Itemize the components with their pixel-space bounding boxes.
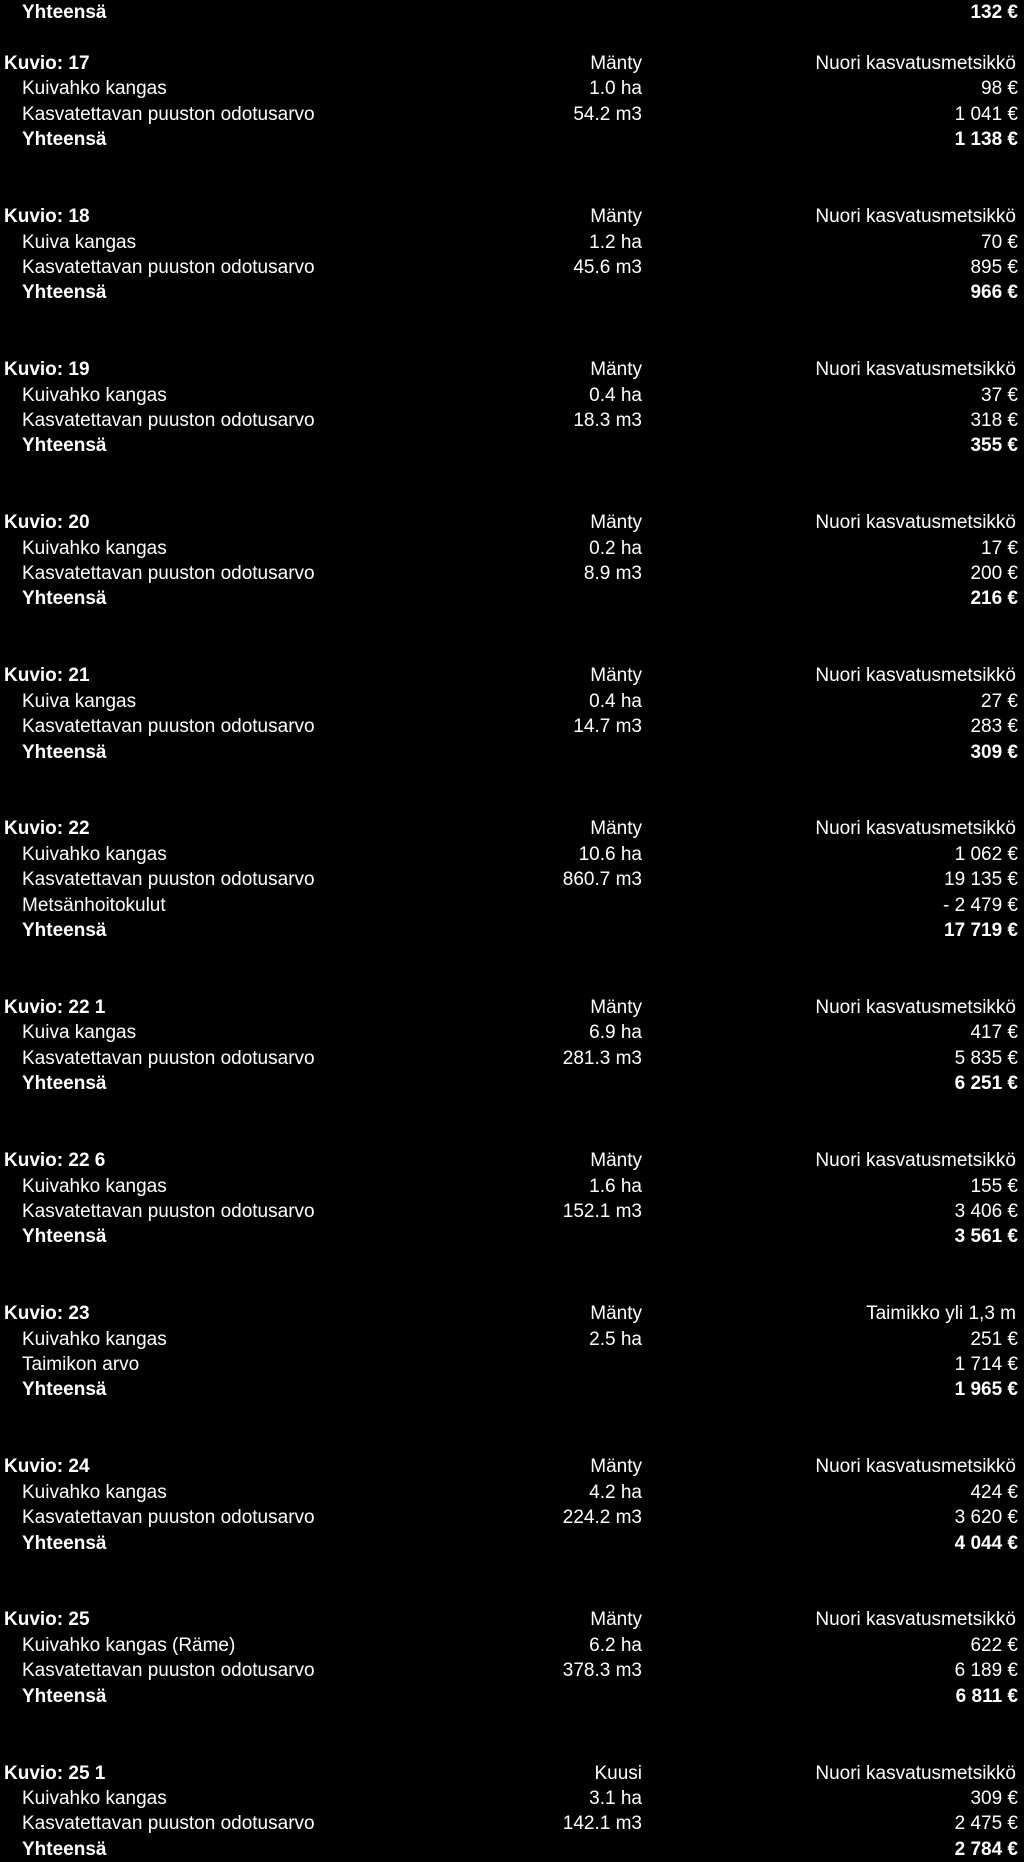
kuvio-title: Kuvio: 21 (4, 665, 90, 686)
item-label: Kasvatettavan puuston odotusarvo (22, 1813, 315, 1834)
kuvio-header-row (0, 510, 1024, 535)
total-label: Yhteensä (22, 1073, 107, 1094)
item-quantity: 142.1 m3 (562, 1813, 642, 1834)
item-value: 318 € (970, 410, 1018, 431)
item-quantity: 0.4 ha (589, 385, 642, 406)
kuvio-header-row (0, 995, 1024, 1020)
kuvio-item-row (0, 1633, 1024, 1658)
kuvio-species: Mänty (590, 206, 642, 227)
kuvio-total-row (0, 1837, 1024, 1862)
kuvio-total-row (0, 918, 1024, 943)
item-label: Kuivahko kangas (22, 844, 167, 865)
item-label: Kuiva kangas (22, 232, 137, 253)
item-value: 2 475 € (954, 1813, 1018, 1834)
kuvio-class: Nuori kasvatusmetsikkö (815, 997, 1016, 1018)
item-value: 200 € (970, 563, 1018, 584)
kuvio-total-row (0, 586, 1024, 611)
kuvio-header-row (0, 1148, 1024, 1173)
item-label: Kasvatettavan puuston odotusarvo (22, 410, 315, 431)
kuvio-item-row (0, 1199, 1024, 1224)
item-value: 1 714 € (954, 1354, 1018, 1375)
item-quantity: 45.6 m3 (573, 257, 642, 278)
total-value: 17 719 € (944, 920, 1018, 941)
total-value: 3 561 € (954, 1226, 1018, 1247)
item-value: 1 041 € (954, 104, 1018, 125)
top-total-label: Yhteensä (22, 2, 107, 23)
item-value: 251 € (970, 1329, 1018, 1350)
item-quantity: 1.6 ha (589, 1176, 642, 1197)
kuvio-species: Mänty (590, 1150, 642, 1171)
item-quantity: 1.2 ha (589, 232, 642, 253)
total-value: 4 044 € (954, 1533, 1018, 1554)
kuvio-total-row (0, 1377, 1024, 1402)
item-quantity: 10.6 ha (578, 844, 642, 865)
kuvio-title: Kuvio: 22 6 (4, 1150, 106, 1171)
kuvio-species: Mänty (590, 1609, 642, 1630)
kuvio-total-row (0, 127, 1024, 152)
kuvio-header-row (0, 663, 1024, 688)
kuvio-title: Kuvio: 17 (4, 53, 90, 74)
kuvio-class: Nuori kasvatusmetsikkö (815, 1456, 1016, 1477)
total-label: Yhteensä (22, 920, 107, 941)
kuvio-title: Kuvio: 22 (4, 818, 90, 839)
kuvio-total-row (0, 433, 1024, 458)
kuvio-total-row (0, 1071, 1024, 1096)
kuvio-header-row (0, 1454, 1024, 1479)
kuvio-class: Nuori kasvatusmetsikkö (815, 359, 1016, 380)
total-value: 1 138 € (954, 129, 1018, 150)
kuvio-title: Kuvio: 23 (4, 1303, 90, 1324)
item-value: - 2 479 € (943, 895, 1018, 916)
kuvio-item-row (0, 1811, 1024, 1836)
kuvio-item-row (0, 536, 1024, 561)
item-label: Kasvatettavan puuston odotusarvo (22, 1048, 315, 1069)
item-label: Kuivahko kangas (22, 1329, 167, 1350)
item-quantity: 6.9 ha (589, 1022, 642, 1043)
total-value: 216 € (970, 588, 1018, 609)
kuvio-species: Mänty (590, 997, 642, 1018)
kuvio-class: Nuori kasvatusmetsikkö (815, 1763, 1016, 1784)
kuvio-title: Kuvio: 25 1 (4, 1763, 106, 1784)
item-label: Kasvatettavan puuston odotusarvo (22, 257, 315, 278)
item-label: Metsänhoitokulut (22, 895, 166, 916)
kuvio-title: Kuvio: 25 (4, 1609, 90, 1630)
total-label: Yhteensä (22, 742, 107, 763)
kuvio-total-row (0, 1531, 1024, 1556)
kuvio-title: Kuvio: 18 (4, 206, 90, 227)
kuvio-species: Mänty (590, 818, 642, 839)
kuvio-item-row (0, 102, 1024, 127)
top-total-row (0, 0, 1024, 25)
item-value: 417 € (970, 1022, 1018, 1043)
total-label: Yhteensä (22, 282, 107, 303)
kuvio-total-row (0, 740, 1024, 765)
kuvio-header-row (0, 1301, 1024, 1326)
kuvio-header-row (0, 51, 1024, 76)
kuvio-item-row (0, 1658, 1024, 1683)
total-label: Yhteensä (22, 1686, 107, 1707)
kuvio-item-row (0, 1505, 1024, 1530)
total-label: Yhteensä (22, 1839, 107, 1860)
total-value: 6 251 € (954, 1073, 1018, 1094)
kuvio-title: Kuvio: 20 (4, 512, 90, 533)
item-label: Kuiva kangas (22, 1022, 137, 1043)
item-label: Kasvatettavan puuston odotusarvo (22, 1201, 315, 1222)
item-value: 1 062 € (954, 844, 1018, 865)
item-label: Kuivahko kangas (22, 78, 167, 99)
item-quantity: 4.2 ha (589, 1482, 642, 1503)
kuvio-title: Kuvio: 19 (4, 359, 90, 380)
kuvio-item-row (0, 230, 1024, 255)
kuvio-item-row (0, 867, 1024, 892)
item-label: Kasvatettavan puuston odotusarvo (22, 716, 315, 737)
kuvio-item-row (0, 714, 1024, 739)
kuvio-class: Taimikko yli 1,3 m (866, 1303, 1016, 1324)
item-quantity: 281.3 m3 (562, 1048, 642, 1069)
item-label: Kuivahko kangas (22, 1482, 167, 1503)
item-value: 19 135 € (944, 869, 1018, 890)
kuvio-title: Kuvio: 24 (4, 1456, 90, 1477)
item-label: Kuivahko kangas (22, 538, 167, 559)
kuvio-item-row (0, 561, 1024, 586)
kuvio-header-row (0, 1761, 1024, 1786)
item-quantity: 1.0 ha (589, 78, 642, 99)
kuvio-item-row (0, 842, 1024, 867)
item-value: 283 € (970, 716, 1018, 737)
kuvio-class: Nuori kasvatusmetsikkö (815, 1609, 1016, 1630)
item-value: 895 € (970, 257, 1018, 278)
kuvio-item-row (0, 689, 1024, 714)
total-label: Yhteensä (22, 435, 107, 456)
item-value: 155 € (970, 1176, 1018, 1197)
item-quantity: 378.3 m3 (562, 1660, 642, 1681)
item-value: 98 € (981, 78, 1018, 99)
item-label: Kasvatettavan puuston odotusarvo (22, 1660, 315, 1681)
kuvio-species: Mänty (590, 359, 642, 380)
item-value: 6 189 € (954, 1660, 1018, 1681)
kuvio-class: Nuori kasvatusmetsikkö (815, 1150, 1016, 1171)
item-quantity: 18.3 m3 (573, 410, 642, 431)
item-quantity: 8.9 m3 (583, 563, 642, 584)
kuvio-item-row (0, 76, 1024, 101)
kuvio-class: Nuori kasvatusmetsikkö (815, 512, 1016, 533)
item-quantity: 14.7 m3 (573, 716, 642, 737)
total-label: Yhteensä (22, 129, 107, 150)
item-quantity: 3.1 ha (589, 1788, 642, 1809)
kuvio-title: Kuvio: 22 1 (4, 997, 106, 1018)
item-quantity: 54.2 m3 (573, 104, 642, 125)
kuvio-class: Nuori kasvatusmetsikkö (815, 665, 1016, 686)
total-value: 6 811 € (955, 1686, 1018, 1707)
kuvio-total-row (0, 280, 1024, 305)
item-quantity: 6.2 ha (589, 1635, 642, 1656)
kuvio-item-row (0, 1786, 1024, 1811)
kuvio-item-row (0, 1046, 1024, 1071)
kuvio-class: Nuori kasvatusmetsikkö (815, 206, 1016, 227)
item-label: Kuivahko kangas (Räme) (22, 1635, 236, 1656)
kuvio-species: Mänty (590, 1456, 642, 1477)
total-label: Yhteensä (22, 1379, 107, 1400)
item-label: Kuiva kangas (22, 691, 137, 712)
total-label: Yhteensä (22, 1226, 107, 1247)
kuvio-item-row (0, 408, 1024, 433)
item-label: Kuivahko kangas (22, 1176, 167, 1197)
kuvio-item-row (0, 255, 1024, 280)
kuvio-total-row (0, 1684, 1024, 1709)
kuvio-item-row (0, 1327, 1024, 1352)
kuvio-item-row (0, 383, 1024, 408)
kuvio-species: Mänty (590, 665, 642, 686)
kuvio-item-row (0, 1020, 1024, 1045)
item-value: 424 € (970, 1482, 1018, 1503)
kuvio-item-row (0, 893, 1024, 918)
item-label: Kuivahko kangas (22, 385, 167, 406)
item-label: Kasvatettavan puuston odotusarvo (22, 1507, 315, 1528)
item-quantity: 224.2 m3 (562, 1507, 642, 1528)
kuvio-total-row (0, 1224, 1024, 1249)
kuvio-class: Nuori kasvatusmetsikkö (815, 818, 1016, 839)
kuvio-header-row (0, 816, 1024, 841)
item-label: Taimikon arvo (22, 1354, 140, 1375)
kuvio-item-row (0, 1480, 1024, 1505)
item-quantity: 152.1 m3 (562, 1201, 642, 1222)
total-label: Yhteensä (22, 588, 107, 609)
total-value: 966 € (970, 282, 1018, 303)
top-total-value: 132 € (970, 2, 1018, 23)
kuvio-species: Mänty (590, 512, 642, 533)
total-value: 2 784 € (954, 1839, 1018, 1860)
item-quantity: 860.7 m3 (562, 869, 642, 890)
kuvio-header-row (0, 1607, 1024, 1632)
item-value: 17 € (981, 538, 1018, 559)
total-value: 1 965 € (954, 1379, 1018, 1400)
kuvio-header-row (0, 357, 1024, 382)
item-label: Kasvatettavan puuston odotusarvo (22, 104, 315, 125)
item-value: 309 € (970, 1788, 1018, 1809)
kuvio-item-row (0, 1352, 1024, 1377)
item-value: 37 € (981, 385, 1018, 406)
item-label: Kasvatettavan puuston odotusarvo (22, 869, 315, 890)
item-value: 27 € (981, 691, 1018, 712)
total-value: 355 € (970, 435, 1018, 456)
item-value: 3 620 € (954, 1507, 1018, 1528)
kuvio-species: Mänty (590, 1303, 642, 1324)
item-quantity: 0.2 ha (589, 538, 642, 559)
item-quantity: 0.4 ha (589, 691, 642, 712)
kuvio-class: Nuori kasvatusmetsikkö (815, 53, 1016, 74)
item-value: 5 835 € (954, 1048, 1018, 1069)
item-value: 622 € (970, 1635, 1018, 1656)
item-label: Kasvatettavan puuston odotusarvo (22, 563, 315, 584)
item-label: Kuivahko kangas (22, 1788, 167, 1809)
kuvio-species: Mänty (590, 53, 642, 74)
item-value: 70 € (981, 232, 1018, 253)
kuvio-species: Kuusi (594, 1763, 642, 1784)
kuvio-item-row (0, 1174, 1024, 1199)
item-quantity: 2.5 ha (589, 1329, 642, 1350)
total-label: Yhteensä (22, 1533, 107, 1554)
item-value: 3 406 € (954, 1201, 1018, 1222)
total-value: 309 € (970, 742, 1018, 763)
kuvio-header-row (0, 204, 1024, 229)
